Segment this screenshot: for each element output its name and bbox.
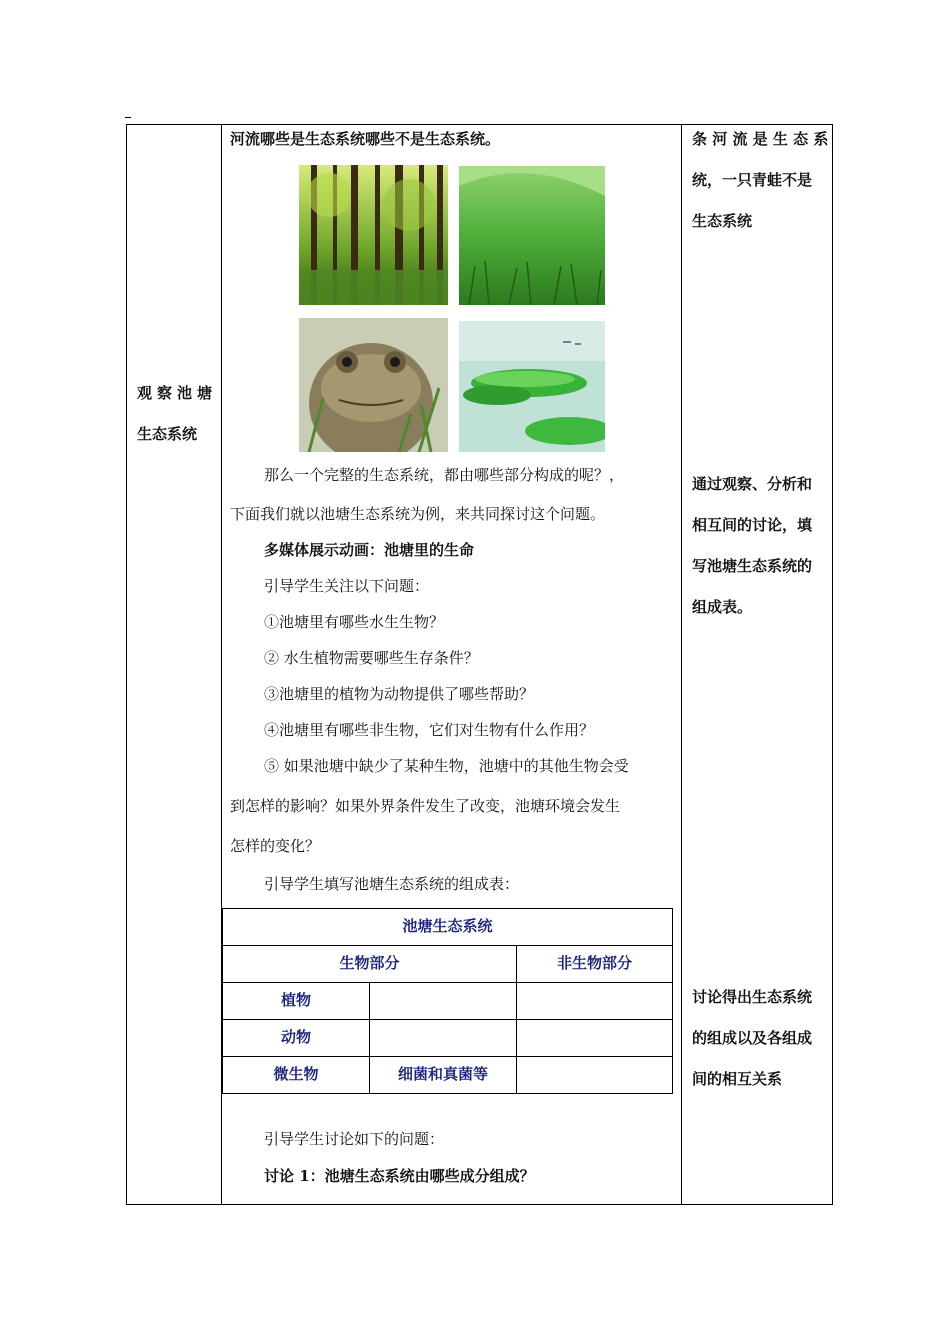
paragraph-line: 那么一个完整的生态系统，都由哪些部分构成的呢？， — [264, 466, 625, 484]
note-line: 通过观察、分析和 — [692, 475, 813, 493]
row-value-animals — [370, 1020, 517, 1057]
question-3: ③池塘里的植物为动物提供了哪些帮助？ — [264, 685, 535, 703]
section-column — [127, 125, 221, 1204]
question-2: ② 水生植物需要哪些生存条件？ — [264, 649, 479, 667]
activity-note-1 — [692, 119, 828, 242]
teaching-content-column — [222, 125, 681, 1204]
paragraph-line: 下面我们就以池塘生态系统为例，来共同探讨这个问题。 — [230, 505, 606, 523]
grassland-image — [459, 166, 605, 305]
abiotic-cell — [517, 1057, 673, 1094]
forest-image — [299, 165, 448, 305]
question-4: ④池塘里有哪些非生物，它们对生物有什么作用？ — [264, 721, 595, 739]
question-5: ⑤ 如果池塘中缺少了某种生物，池塘中的其他生物会受 — [264, 757, 629, 775]
row-value-microbes: 细菌和真菌等 — [370, 1057, 517, 1094]
guide-text: 引导学生关注以下问题： — [264, 577, 430, 595]
lesson-table — [126, 124, 833, 1205]
note-line: 生态系统 — [692, 212, 753, 230]
note-line: 写池塘生态系统的 — [692, 557, 813, 575]
note-line: 讨论得出生态系统 — [692, 988, 813, 1006]
section-title-line: 生态系统 — [137, 425, 198, 443]
note-line: 间的相互关系 — [692, 1070, 783, 1088]
section-title-line: 观察池塘 — [137, 384, 218, 402]
biotic-header: 生物部分 — [223, 946, 517, 983]
section-title — [137, 373, 217, 455]
discuss-guide: 引导学生讨论如下的问题： — [264, 1130, 445, 1148]
student-activity-column — [682, 125, 832, 1204]
note-line: 组成表。 — [692, 598, 753, 616]
note-line: 相互间的讨论，填 — [692, 516, 813, 534]
corner-mark — [125, 117, 131, 118]
frog-image — [299, 318, 448, 452]
activity-note-3 — [692, 977, 812, 1100]
note-line: 条 河 流 是 生 态 系 — [692, 130, 829, 148]
abiotic-cell — [517, 983, 673, 1020]
composition-table — [222, 908, 673, 1094]
table-title: 池塘生态系统 — [223, 909, 673, 946]
discussion-1: 讨论 1：池塘生态系统由哪些成分组成？ — [264, 1167, 535, 1185]
question-1: ①池塘里有哪些水生生物？ — [264, 613, 445, 631]
row-label-animals: 动物 — [223, 1020, 370, 1057]
river-island-image — [459, 321, 605, 452]
fill-guide-text: 引导学生填写池塘生态系统的组成表： — [264, 875, 520, 893]
activity-note-2 — [692, 464, 812, 628]
row-label-plants: 植物 — [223, 983, 370, 1020]
question-5-continued: 到怎样的影响？如果外界条件发生了改变，池塘环境会发生 — [230, 797, 621, 815]
question-5-continued: 怎样的变化？ — [230, 837, 321, 855]
row-value-plants — [370, 983, 517, 1020]
row-label-microbes: 微生物 — [223, 1057, 370, 1094]
note-line: 统，一只青蛙不是 — [692, 171, 813, 189]
note-line: 的组成以及各组成 — [692, 1029, 813, 1047]
abiotic-cell — [517, 1020, 673, 1057]
abiotic-header: 非生物部分 — [517, 946, 673, 983]
intro-text: 河流哪些是生态系统哪些不是生态系统。 — [230, 130, 501, 148]
multimedia-heading: 多媒体展示动画：池塘里的生命 — [264, 541, 475, 559]
